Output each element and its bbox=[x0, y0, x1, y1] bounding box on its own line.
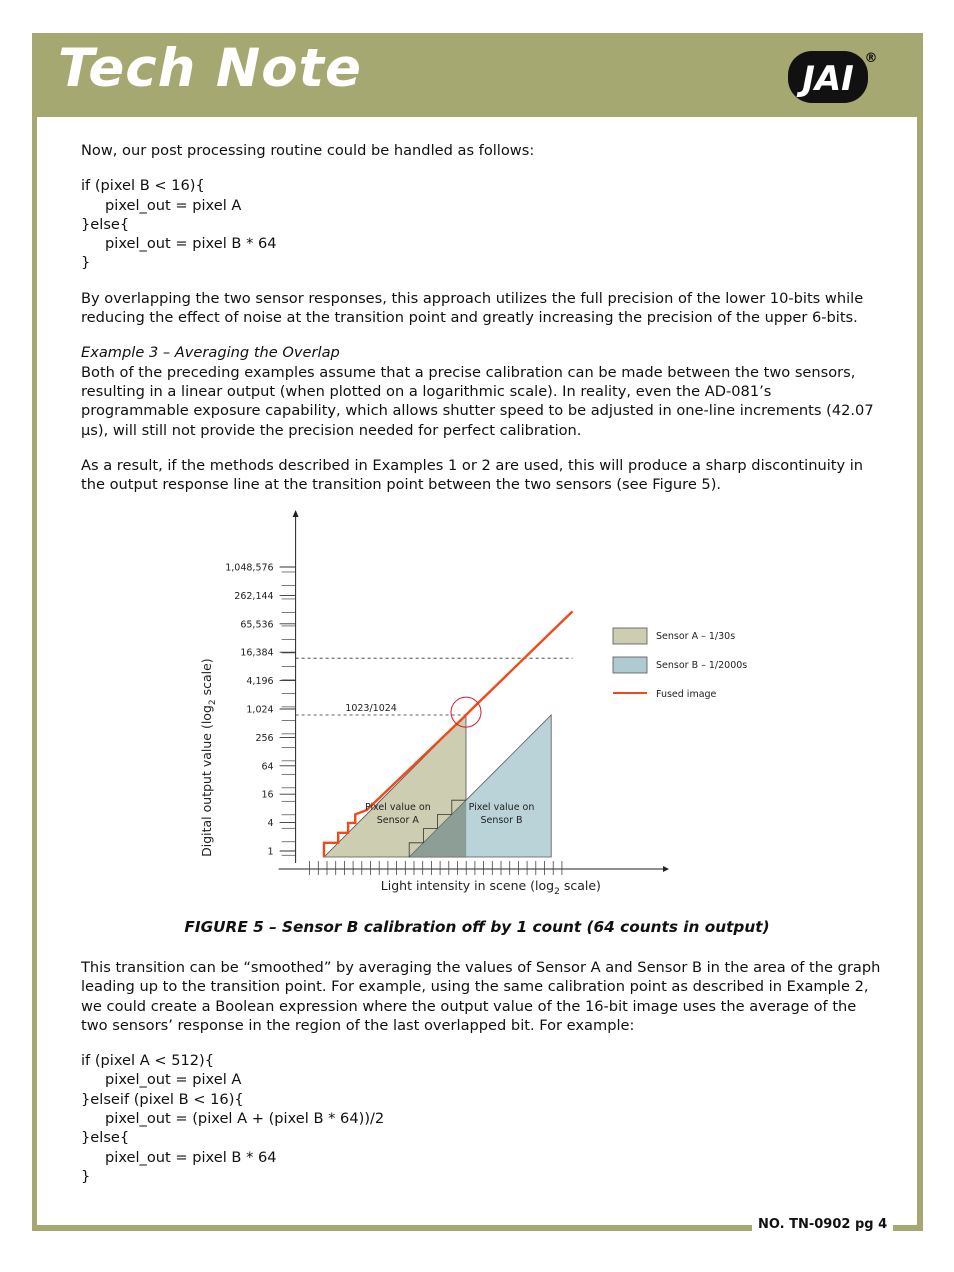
example-paragraph: Both of the preceding examples assume that a precise calibration can be made between the two sensors, resulting in a linear output (when plotted on a logarithmic scale). In reality, even the AD-081’s programmable exposure capability, which allows shutter speed to be adjusted in one-line increments (42.07 µs), will still not provide the precision needed for perfect calibration. bbox=[81, 363, 874, 439]
y-tick-label: 16 bbox=[261, 789, 274, 801]
x-axis-arrow bbox=[663, 866, 669, 872]
y-tick-label: 4,196 bbox=[246, 676, 274, 688]
code-line: pixel_out = (pixel A + (pixel B * 64))/2 bbox=[105, 1110, 385, 1128]
y-tick-label: 262,144 bbox=[234, 590, 274, 602]
y-axis-label: Digital output value ($\log_2$ scale) bbox=[199, 658, 218, 857]
sensor-b-label: Pixel value on bbox=[468, 802, 535, 814]
legend-swatch bbox=[613, 657, 647, 673]
sensor-a-label: Pixel value on bbox=[364, 802, 431, 814]
code-line: if (pixel A < 512){ bbox=[81, 1052, 215, 1070]
code-line: }elseif (pixel B < 16){ bbox=[81, 1090, 244, 1108]
code-line: } bbox=[81, 254, 91, 272]
legend-swatch bbox=[613, 628, 647, 644]
logo-text: JAI bbox=[802, 59, 854, 99]
intro-text: Now, our post processing routine could be handled as follows: bbox=[81, 142, 535, 159]
code-line: }else{ bbox=[81, 1129, 130, 1147]
code-line: } bbox=[81, 1167, 91, 1185]
overlap-paragraph: By overlapping the two sensor responses, this approach utilizes the full precision of the lower 10-bits while reducing the effect of noise at the transition point and greatly increasing the precision of the upper 6-bits. bbox=[81, 289, 864, 327]
smoothing-paragraph: This transition can be “smoothed” by averaging the values of Sensor A and Sensor B in the area of the graph leading up to the transition point. For example, using the same calibration point as described in Example 2, we could create a Boolean expression where the output value of the 16-bit image uses the average of the two sensors’ response in the region of the last overlapped bit. For example: bbox=[81, 959, 881, 1034]
legend-label: Fused image bbox=[656, 689, 717, 700]
code-line: pixel_out = pixel B * 64 bbox=[105, 1148, 277, 1166]
jai-logo bbox=[786, 48, 878, 106]
y-axis-arrow bbox=[293, 510, 299, 517]
y-tick-label: 16,384 bbox=[240, 647, 274, 659]
result-paragraph: As a result, if the methods described in Examples 1 or 2 are used, this will produce a sharp discontinuity in the output response line at the transition point between the two sensors (see Figure 5). bbox=[81, 456, 864, 494]
section-lower bbox=[81, 958, 881, 1186]
code-line: if (pixel B < 16){ bbox=[81, 177, 205, 195]
y-tick-label: 4 bbox=[267, 818, 274, 830]
code-line: pixel_out = pixel A bbox=[105, 196, 242, 214]
registered-mark: ® bbox=[864, 51, 878, 66]
transition-label: 1023/1024 bbox=[345, 703, 397, 714]
figure-caption: FIGURE 5 – Sensor B calibration off by 1 count (64 counts in output) bbox=[184, 918, 770, 936]
sensor-a-label: Sensor A bbox=[376, 815, 419, 827]
code-line: pixel_out = pixel A bbox=[105, 1071, 242, 1089]
x-axis-label: Light intensity in scene ($\log_2$ scale) bbox=[380, 878, 601, 897]
figure-5-chart bbox=[195, 505, 765, 900]
legend-label: Sensor B – 1/2000s bbox=[656, 660, 748, 671]
code-line: }else{ bbox=[81, 215, 130, 233]
y-tick-label: 1 bbox=[267, 846, 274, 858]
y-tick-label: 65,536 bbox=[240, 619, 274, 631]
code-line: pixel_out = pixel B * 64 bbox=[105, 235, 277, 253]
example-heading: Example 3 – Averaging the Overlap bbox=[81, 344, 340, 362]
footer-doc-number: NO. TN-0902 pg 4 bbox=[752, 1216, 893, 1234]
header-title: Tech Note bbox=[58, 38, 362, 99]
y-tick-label: 1,048,576 bbox=[225, 562, 274, 574]
sensor-b-label: Sensor B bbox=[480, 815, 523, 827]
section-upper bbox=[81, 141, 881, 494]
y-tick-label: 256 bbox=[255, 732, 274, 744]
y-tick-label: 1,024 bbox=[246, 704, 274, 716]
y-tick-label: 64 bbox=[261, 761, 274, 773]
legend-label: Sensor A – 1/30s bbox=[656, 631, 736, 642]
